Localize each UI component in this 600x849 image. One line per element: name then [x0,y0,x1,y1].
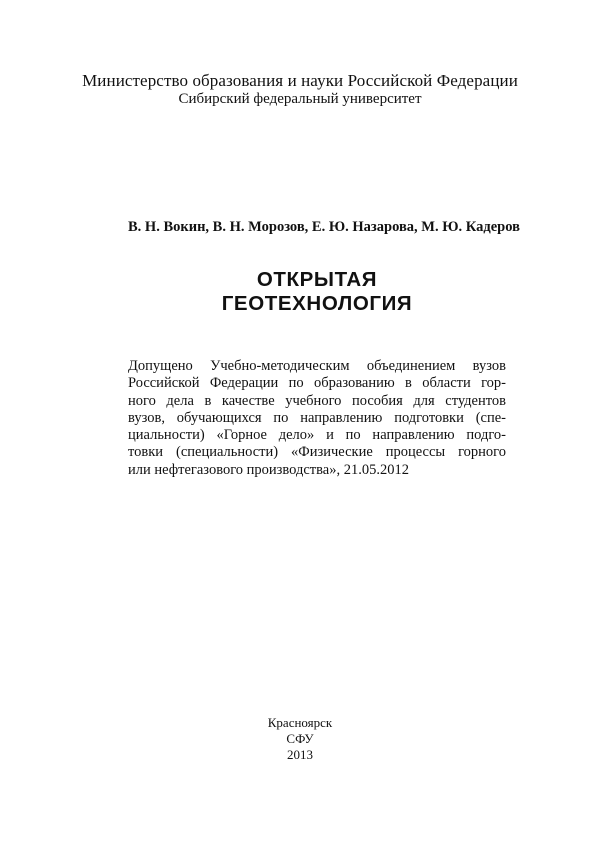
book-title [0,268,600,316]
book-title-line-1: ОТКРЫТАЯ [256,268,378,291]
university-name: Сибирский федеральный университет [178,91,422,107]
approval-line: вузов, обучающихся по направлению подготовки (спе- [128,409,506,426]
approval-line: или нефтегазового производства», 21.05.2012 [128,461,409,478]
book-title-line-2: ГЕОТЕХНОЛОГИЯ [221,292,413,315]
approval-line: циальности) «Горное дело» и по направлению подго- [128,427,506,444]
approval-line: товки (специальности) «Физические процессы горного [128,444,506,461]
imprint [0,715,600,763]
approval-line: ного дела в качестве учебного пособия для студентов [128,392,506,409]
approval-line: Допущено Учебно-методическим объединением вузов [128,358,506,374]
imprint-city: Красноярск [267,715,333,730]
approval-line: Российской Федерации по образованию в области гор- [128,375,506,392]
imprint-year: 2013 [287,747,313,762]
authors-line: В. Н. Вокин, В. Н. Морозов, Е. Ю. Назарова, М. Ю. Кадеров [128,219,520,235]
approval-statement [128,358,506,479]
imprint-publisher: СФУ [286,731,314,746]
ministry-name: Министерство образования и науки Российской Федерации [82,71,518,90]
